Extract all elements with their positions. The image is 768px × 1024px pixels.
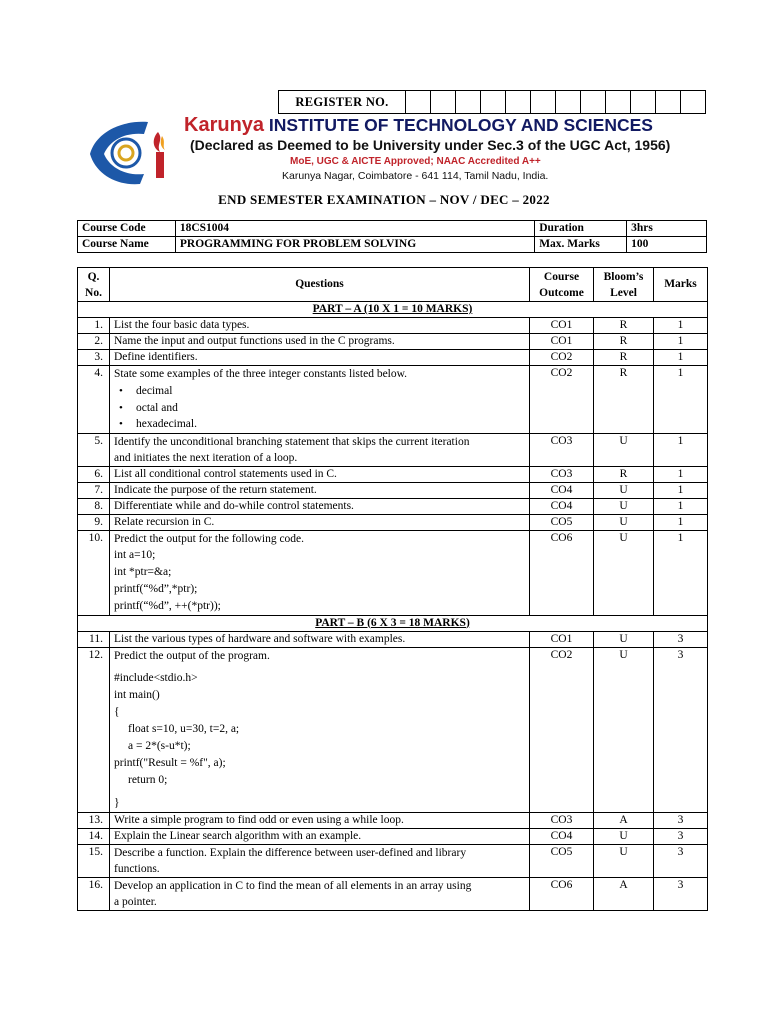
code-line: return 0; [128, 773, 168, 786]
declaration-text: (Declared as Deemed to be University under Sec.3 of the UGC Act, 1956) [190, 137, 671, 153]
table-row: 1. List the four basic data types. CO1 R 1 [78, 318, 708, 334]
register-cell [556, 91, 581, 113]
duration-label: Duration [535, 221, 627, 237]
table-row: 3. Define identifiers. CO2 R 1 [78, 350, 708, 366]
part-b-heading: PART – B (6 X 3 = 18 MARKS) [315, 616, 470, 629]
questions-table [77, 267, 708, 911]
question-text: Describe a function. Explain the difference between user-defined and library functions. [110, 844, 530, 877]
register-cell [581, 91, 606, 113]
header-course-outcome: Course Outcome [530, 268, 594, 302]
header-blooms-level: Bloom’s Level [594, 268, 654, 302]
register-number-label: REGISTER NO. [279, 91, 406, 113]
course-name-label: Course Name [78, 237, 176, 253]
approval-text: MoE, UGC & AICTE Approved; NAAC Accredited A++ [290, 156, 541, 167]
code-line: printf("Result = %f", a); [114, 756, 226, 769]
table-row: 4. State some examples of the three integer constants listed below. • decimal • octal and • hexadecimal. CO2 R 1 [78, 366, 708, 434]
code-line: int main() [114, 688, 160, 701]
table-row: 9. Relate recursion in C. CO5 U 1 [78, 514, 708, 530]
register-number-box [278, 90, 706, 114]
code-line: { [114, 705, 120, 718]
part-a-heading: PART – A (10 X 1 = 10 MARKS) [312, 303, 473, 315]
max-marks-value: 100 [627, 237, 707, 253]
question-text: Indicate the purpose of the return statement. [110, 482, 530, 498]
question-text: Predict the output for the following code. int a=10; int *ptr=&a; printf(“%d”,*ptr); printf(“%d”, ++(*ptr)); [110, 530, 530, 615]
header-qno: Q. No. [78, 268, 110, 302]
university-logo-icon [86, 114, 182, 190]
table-row: 10. Predict the output for the following code. int a=10; int *ptr=&a; printf(“%d”,*ptr); printf(“%d”, ++(*ptr)); CO6 U 1 [78, 530, 708, 615]
question-text: Predict the output of the program. #include<stdio.h> int main() { float s=10, u=30, t=2, a; a = 2*(s-u*t); printf("Result = %f", a); return 0; } [110, 647, 530, 812]
register-cell [406, 91, 431, 113]
max-marks-label: Max. Marks [535, 237, 627, 253]
register-cell [431, 91, 456, 113]
register-cell [506, 91, 531, 113]
exam-title: END SEMESTER EXAMINATION – NOV / DEC – 2022 [218, 192, 550, 207]
question-text: List the various types of hardware and software with examples. [110, 631, 530, 647]
address-text: Karunya Nagar, Coimbatore - 641 114, Tamil Nadu, India. [282, 170, 549, 182]
question-text: Write a simple program to find odd or even using a while loop. [110, 812, 530, 828]
course-code: 18CS1004 [175, 221, 534, 237]
part-b-heading-row [78, 615, 708, 631]
table-row: 15. Describe a function. Explain the difference between user-defined and library functions. CO5 U 3 [78, 844, 708, 877]
list-item: • octal and [114, 400, 525, 417]
brand-name: Karunya [184, 114, 265, 136]
bullet-list [114, 383, 525, 433]
header-marks: Marks [654, 268, 708, 302]
code-line: #include<stdio.h> [114, 671, 198, 684]
question-text: Explain the Linear search algorithm with an example. [110, 828, 530, 844]
code-line: int *ptr=&a; [114, 565, 172, 578]
table-row: 14. Explain the Linear search algorithm with an example. CO4 U 3 [78, 828, 708, 844]
question-text: Identify the unconditional branching statement that skips the current iteration and initiates the next iteration of a loop. [110, 433, 530, 466]
table-row: 7. Indicate the purpose of the return statement. CO4 U 1 [78, 482, 708, 498]
register-cell [481, 91, 506, 113]
duration-value: 3hrs [627, 221, 707, 237]
code-line: printf(“%d”,*ptr); [114, 582, 198, 595]
register-cell [456, 91, 481, 113]
course-details-table [77, 220, 707, 253]
question-text: Develop an application in C to find the mean of all elements in an array using a pointer. [110, 877, 530, 910]
register-cell [606, 91, 631, 113]
question-text: Differentiate while and do-while control statements. [110, 498, 530, 514]
code-line: a = 2*(s-u*t); [128, 739, 191, 752]
table-row: 8. Differentiate while and do-while control statements. CO4 U 1 [78, 498, 708, 514]
header-row [78, 268, 708, 302]
question-text: List all conditional control statements used in C. [110, 466, 530, 482]
table-row: 6. List all conditional control statements used in C. CO3 R 1 [78, 466, 708, 482]
institute-title: INSTITUTE OF TECHNOLOGY AND SCIENCES [268, 115, 653, 135]
table-row: 11. List the various types of hardware and software with examples. CO1 U 3 [78, 631, 708, 647]
part-a-heading-row [78, 302, 708, 318]
register-cell [531, 91, 556, 113]
register-cell [656, 91, 681, 113]
header-questions: Questions [110, 268, 530, 302]
question-text: Define identifiers. [110, 350, 530, 366]
question-text: Name the input and output functions used in the C programs. [110, 334, 530, 350]
question-text: List the four basic data types. [110, 318, 530, 334]
list-item: • decimal [114, 383, 525, 400]
table-row: 2. Name the input and output functions used in the C programs. CO1 R 1 [78, 334, 708, 350]
table-row: 5. Identify the unconditional branching statement that skips the current iteration and initiates the next iteration of a loop. CO3 U 1 [78, 433, 708, 466]
course-code-label: Course Code [78, 221, 176, 237]
register-cell [631, 91, 656, 113]
table-row: 12. Predict the output of the program. #include<stdio.h> int main() { float s=10, u=30, t=2, a; a = 2*(s-u*t); printf("Result = %f", a); return 0; } CO2 U 3 [78, 647, 708, 812]
code-line: int a=10; [114, 548, 156, 561]
register-cell [681, 91, 705, 113]
course-name: PROGRAMMING FOR PROBLEM SOLVING [175, 237, 534, 253]
table-row: 16. Develop an application in C to find the mean of all elements in an array using a pointer. CO6 A 3 [78, 877, 708, 910]
code-line: } [114, 796, 120, 809]
question-text: Relate recursion in C. [110, 514, 530, 530]
list-item: • hexadecimal. [114, 416, 525, 433]
table-row: 13. Write a simple program to find odd or even using a while loop. CO3 A 3 [78, 812, 708, 828]
institute-name [184, 114, 653, 137]
code-line: float s=10, u=30, t=2, a; [128, 722, 240, 735]
question-text: State some examples of the three integer constants listed below. • decimal • octal and • hexadecimal. [110, 366, 530, 434]
code-line: printf(“%d”, ++(*ptr)); [114, 599, 221, 612]
